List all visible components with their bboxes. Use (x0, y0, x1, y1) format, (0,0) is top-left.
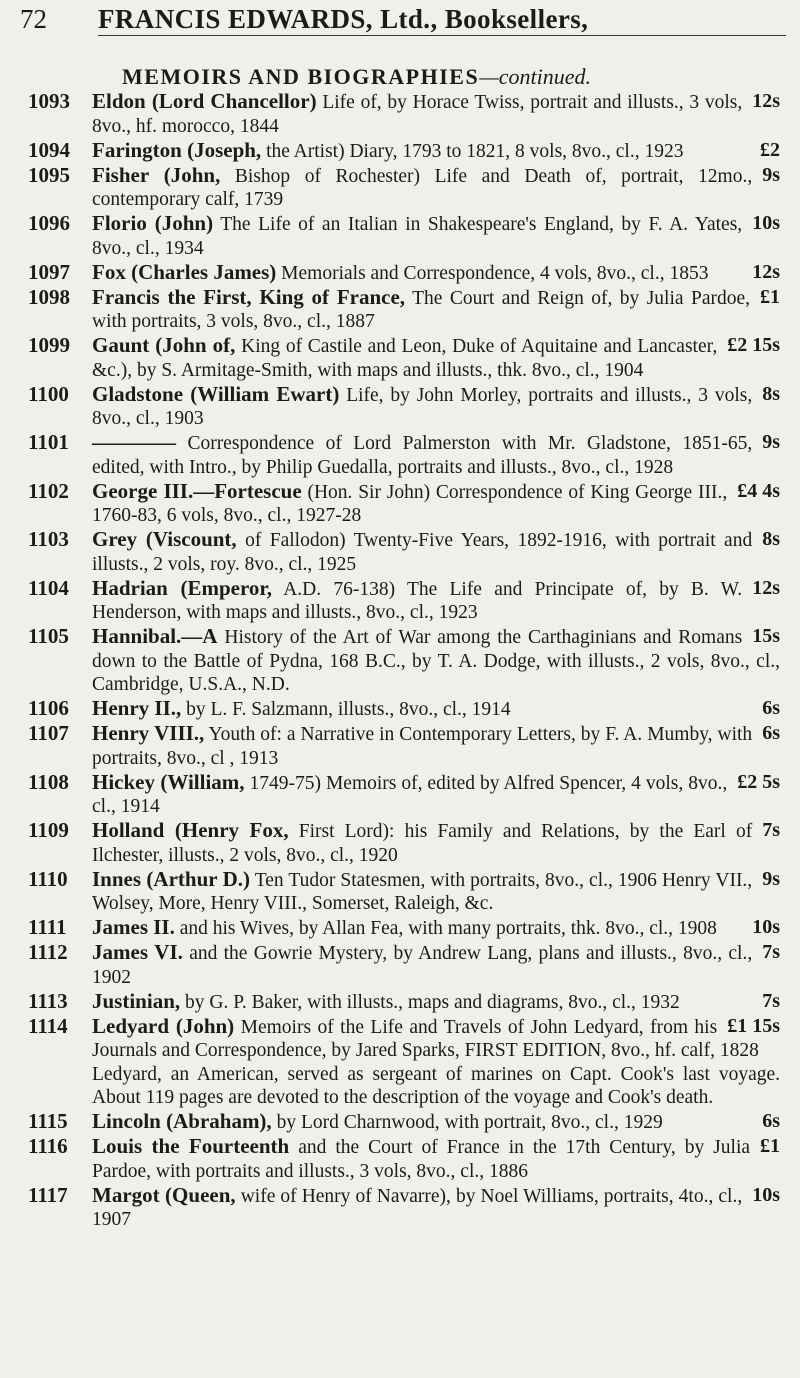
running-head: FRANCIS EDWARDS, Ltd., Booksellers, (98, 4, 589, 34)
lot-number: 1095 (28, 162, 70, 187)
price: 7s (762, 819, 780, 841)
entry-heading: Margot (Queen, (92, 1182, 236, 1207)
lot-number: 1107 (28, 721, 69, 745)
catalogue-entry (0, 90, 800, 138)
lot-number: 1112 (28, 940, 68, 964)
entry-description: and the Gowrie Mystery, by Andrew Lang, plans and illusts., 8vo., cl., 1902 (92, 943, 753, 988)
catalogue-entry (0, 431, 800, 479)
entry-heading: Farington (Joseph, (92, 137, 262, 162)
catalogue-entry (0, 722, 800, 770)
price: 6s (762, 1110, 780, 1132)
catalogue-entry (0, 868, 800, 916)
entry-heading: Henry II., (92, 696, 182, 720)
entry-description: Life of, by Horace Twiss, portrait and illusts., 3 vols, 8vo., hf. morocco, 1844 (92, 92, 743, 137)
price: £1 (760, 1135, 780, 1157)
catalogue-entry (0, 916, 800, 941)
price: 12s (752, 260, 780, 283)
entry-description: of Fallodon) Twenty-Five Years, 1892-1916, with portrait and illusts., 2 vols, roy. 8vo., cl., 1925 (92, 530, 753, 575)
lot-number: 1103 (28, 527, 69, 551)
entry-heading: Ledyard (John) (92, 1013, 235, 1038)
entry-description: Bishop of Rochester) Life and Death of, portrait, 12mo., contemporary calf, 1739 (92, 165, 753, 210)
price: 10s (752, 212, 780, 234)
entry-heading: ———— (92, 430, 176, 454)
catalogue-entry (0, 771, 800, 819)
catalogue-entry (0, 697, 800, 722)
catalogue-entry (0, 625, 800, 697)
price: 9s (762, 163, 780, 186)
catalogue-entry (0, 383, 800, 431)
lot-number: 1117 (28, 1182, 68, 1207)
price: 9s (762, 867, 780, 890)
price: 6s (762, 722, 780, 744)
entry-heading: Gladstone (William Ewart) (92, 381, 340, 406)
price: £2 5s (737, 770, 780, 793)
lot-number: 1101 (28, 430, 69, 454)
catalogue-entry (0, 990, 800, 1015)
entry-description: (Hon. Sir John) Correspondence of King George III., 1760-83, 6 vols, 8vo., cl., 1927-28 (92, 481, 728, 526)
price: 8s (762, 528, 780, 550)
entry-heading: George III.—Fortescue (92, 478, 302, 503)
header-rule (98, 35, 786, 36)
price: £2 15s (727, 334, 780, 356)
section-heading (122, 64, 591, 90)
catalogue-entry (0, 212, 800, 260)
price: £2 (760, 138, 780, 161)
lot-number: 1096 (28, 211, 70, 235)
price: £4 4s (737, 479, 780, 502)
entry-heading: Holland (Henry Fox, (92, 818, 289, 842)
catalogue-entry (0, 577, 800, 625)
catalogue-entry (0, 286, 800, 334)
lot-number: 1102 (28, 478, 69, 503)
lot-number: 1116 (28, 1134, 68, 1158)
page-number: 72 (20, 4, 47, 34)
price: 10s (752, 1183, 780, 1206)
entry-description: The Court and Reign of, by Julia Pardoe, with portraits, 3 vols, 8vo., cl., 1887 (92, 287, 750, 332)
entry-description: the Artist) Diary, 1793 to 1821, 8 vols, 8vo., cl., 1923 (266, 140, 684, 162)
price: 12s (752, 576, 780, 599)
entry-heading: Henry VIII., (92, 721, 205, 745)
price: 8s (762, 382, 780, 405)
section-title: MEMOIRS AND BIOGRAPHIES (122, 64, 480, 89)
entry-heading: James II. (92, 915, 175, 939)
lot-number: 1108 (28, 769, 69, 794)
lot-number: 1106 (28, 696, 69, 720)
catalogue-entry (0, 1184, 800, 1232)
entry-heading: Innes (Arthur D.) (92, 866, 251, 891)
entry-description: King of Castile and Leon, Duke of Aquitaine and Lancaster, &c.), by S. Armitage-Smith, with maps and illusts., thk. 8vo., cl., 1904 (92, 336, 718, 381)
catalogue-entry (0, 334, 800, 382)
price: 10s (752, 916, 780, 938)
catalogue-entry (0, 1110, 800, 1135)
catalogue-entry (0, 1015, 800, 1110)
entry-description: A.D. 76-138) The Life and Principate of, by B. W. Henderson, with maps and illusts., 8vo., cl., 1923 (92, 578, 743, 623)
catalogue-entry (0, 164, 800, 212)
price: 7s (762, 941, 780, 963)
lot-number: 1110 (28, 866, 68, 891)
entry-description: Memorials and Correspondence, 4 vols, 8vo., cl., 1853 (281, 262, 709, 284)
entry-heading: Hannibal.—A (92, 624, 218, 648)
entry-heading: Louis the Fourteenth (92, 1134, 290, 1158)
entry-description: and his Wives, by Allan Fea, with many portraits, thk. 8vo., cl., 1908 (179, 918, 717, 939)
catalogue-entry (0, 139, 800, 164)
entry-description: Ten Tudor Statesmen, with portraits, 8vo., cl., 1906 Henry VII., Wolsey, More, Henry VIII., Somerset, Raleigh, &c. (92, 869, 753, 914)
entry-heading: Hickey (William, (92, 769, 245, 794)
entry-heading: Grey (Viscount, (92, 527, 237, 551)
entry-heading: Justinian, (92, 988, 181, 1013)
lot-number: 1104 (28, 575, 69, 600)
price: 9s (762, 431, 780, 453)
lot-number: 1099 (28, 333, 70, 357)
lot-number: 1114 (28, 1013, 68, 1038)
lot-number: 1109 (28, 818, 69, 842)
entry-note: Ledyard, an American, served as sergeant of marines on Capt. Cook's last voyage. About 119 pages are devoted to the description of the voyage and Cook's death. (92, 1063, 780, 1108)
price: £1 15s (727, 1014, 780, 1037)
entry-heading: James VI. (92, 940, 183, 964)
price: 15s (752, 625, 780, 647)
entry-heading: Eldon (Lord Chancellor) (92, 89, 317, 113)
entry-heading: Fox (Charles James) (92, 259, 277, 284)
lot-number: 1105 (28, 624, 69, 648)
catalogue-entry (0, 819, 800, 867)
entry-description: Memoirs of the Life and Travels of John Ledyard, from his Journals and Correspondence, by Jared Sparks, FIRST EDITION, 8vo., hf. calf, 1828 (92, 1016, 759, 1061)
lot-number: 1115 (28, 1109, 68, 1133)
entry-heading: Florio (John) (92, 211, 214, 235)
entry-description: 1749-75) Memoirs of, edited by Alfred Spencer, 4 vols, 8vo., cl., 1914 (92, 772, 728, 817)
lot-number: 1097 (28, 259, 70, 284)
lot-number: 1098 (28, 284, 70, 309)
entry-description: Youth of: a Narrative in Contemporary Letters, by F. A. Mumby, with portraits, 8vo., cl , 1913 (92, 724, 753, 769)
entry-heading: Francis the First, King of France, (92, 284, 406, 309)
entry-description: by Lord Charnwood, with portrait, 8vo., cl., 1929 (276, 1112, 663, 1133)
entry-description: by L. F. Salzmann, illusts., 8vo., cl., 1914 (186, 699, 511, 720)
price: 12s (752, 90, 780, 112)
catalogue-entry (0, 480, 800, 528)
entry-heading: Hadrian (Emperor, (92, 575, 273, 600)
lot-number: 1111 (28, 915, 67, 939)
entry-heading: Fisher (John, (92, 162, 221, 187)
lot-number: 1100 (28, 381, 69, 406)
lot-number: 1113 (28, 988, 68, 1013)
lot-number: 1093 (28, 89, 70, 113)
entry-heading: Gaunt (John of, (92, 333, 236, 357)
entry-heading: Lincoln (Abraham), (92, 1109, 272, 1133)
price: £1 (760, 285, 780, 308)
entry-description: by G. P. Baker, with illusts., maps and diagrams, 8vo., cl., 1932 (185, 991, 680, 1013)
entry-description: History of the Art of War among the Carthaginians and Romans down to the Battle of Pydna, 168 B.C., by T. A. Dodge, with illusts., 2 vols, 8vo., cl., Cambridge, U.S.A., N.D. (92, 627, 780, 695)
catalogue-entry (0, 941, 800, 989)
page-header (18, 2, 786, 34)
catalogue-entry (0, 261, 800, 286)
entry-description: First Lord): his Family and Relations, by the Earl of Ilchester, illusts., 2 vols, 8vo., cl., 1920 (92, 821, 753, 866)
entry-description: Life, by John Morley, portraits and illusts., 3 vols, 8vo., cl., 1903 (92, 384, 753, 429)
section-continued: —continued. (479, 64, 592, 89)
lot-number: 1094 (28, 137, 70, 162)
price: 7s (762, 989, 780, 1012)
entry-description: The Life of an Italian in Shakespeare's England, by F. A. Yates, 8vo., cl., 1934 (92, 214, 743, 259)
catalogue-entry (0, 1135, 800, 1183)
entry-description: and the Court of France in the 17th Century, by Julia Pardoe, with portraits and illusts., 3 vols, 8vo., cl., 1886 (92, 1137, 751, 1182)
price: 6s (762, 697, 780, 719)
catalogue-entries (0, 90, 800, 1232)
entry-description: wife of Henry of Navarre), by Noel Williams, portraits, 4to., cl., 1907 (92, 1185, 743, 1230)
catalogue-entry (0, 528, 800, 576)
entry-description: Correspondence of Lord Palmerston with Mr. Gladstone, 1851-65, edited, with Intro., by Philip Guedalla, portraits and illusts., 8vo., cl., 1928 (92, 433, 753, 478)
